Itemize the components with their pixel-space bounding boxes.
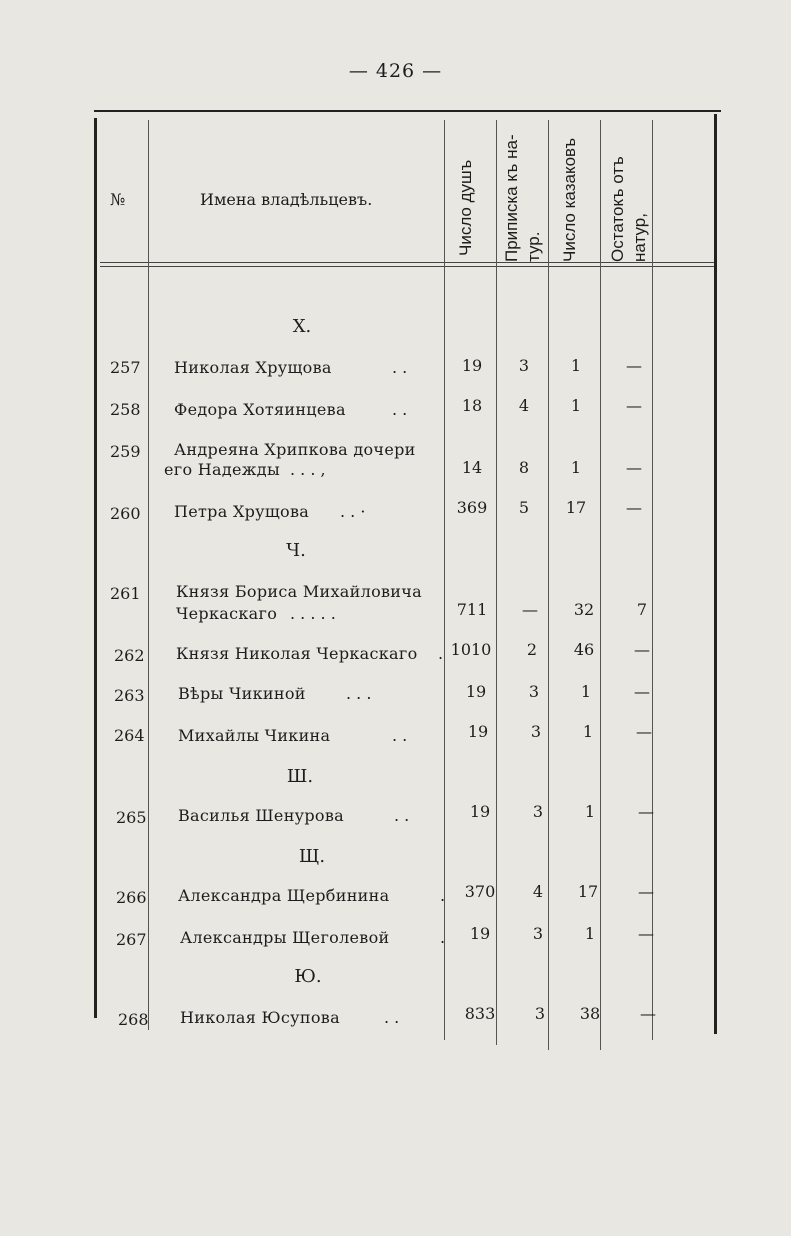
column-divider-souls [496, 120, 497, 1045]
row-number: 267 [116, 930, 147, 949]
leader-dots: . . [392, 400, 408, 419]
owner-name: Василья Шенурова [178, 806, 345, 825]
remainder-value: — [638, 802, 654, 821]
souls-value: 833 [464, 1004, 496, 1023]
remainder-value: — [638, 924, 654, 943]
souls-value: 19 [461, 356, 483, 375]
owner-name: Андреяна Хрипкова дочери [174, 440, 416, 459]
section-letter: Х. [292, 316, 312, 337]
assigned-value: 3 [534, 1004, 546, 1023]
row-number: 264 [114, 726, 145, 745]
remainder-value: — [626, 356, 642, 375]
assigned-value: 3 [528, 682, 540, 701]
leader-dots: . . [384, 1008, 400, 1027]
souls-value: 370 [464, 882, 496, 901]
row-number: 257 [110, 358, 141, 377]
assigned-value: 4 [532, 882, 544, 901]
assigned-value: — [522, 600, 538, 619]
section-letter: Щ. [298, 846, 326, 867]
cossacks-value: 1 [570, 396, 582, 415]
row-number: 259 [110, 442, 141, 461]
header-rule-double [100, 266, 714, 267]
owner-name: Александра Щербинина [178, 886, 390, 905]
leader-dots: . . [392, 726, 408, 745]
assigned-value: 8 [518, 458, 530, 477]
cossacks-value: 17 [577, 882, 599, 901]
remainder-value: — [626, 396, 642, 415]
owner-name-continued: его Надежды [164, 460, 280, 479]
souls-value: 19 [469, 924, 491, 943]
remainder-value: — [634, 682, 650, 701]
assigned-value: 5 [518, 498, 530, 517]
row-number: 258 [110, 400, 141, 419]
cossacks-value: 46 [573, 640, 595, 659]
assigned-value: 3 [532, 924, 544, 943]
remainder-value: — [626, 458, 642, 477]
cossacks-value: 1 [584, 924, 596, 943]
header-remainder-line2: натур, [630, 213, 649, 262]
remainder-value: 7 [636, 600, 648, 619]
souls-value: 14 [461, 458, 483, 477]
cossacks-value: 1 [582, 722, 594, 741]
leader-dots: . [438, 644, 444, 663]
owner-name: Вѣры Чикиной [178, 684, 306, 703]
owner-name: Федора Хотяинцева [174, 400, 346, 419]
header-assigned-line1: Приписка къ на- [502, 134, 521, 262]
row-number: 268 [118, 1010, 149, 1029]
header-rule [100, 262, 714, 263]
assigned-value: 3 [518, 356, 530, 375]
owner-name: Князя Бориса Михайловича [176, 582, 422, 601]
cossacks-value: 1 [584, 802, 596, 821]
row-number: 265 [116, 808, 147, 827]
souls-value: 369 [456, 498, 488, 517]
leader-dots: . . [394, 806, 410, 825]
cossacks-value: 32 [573, 600, 595, 619]
assigned-value: 2 [526, 640, 538, 659]
owner-name: Князя Николая Черкаскаго [176, 644, 418, 663]
assigned-value: 3 [532, 802, 544, 821]
header-souls: Число душъ [456, 159, 475, 256]
header-cossacks: Число казаковъ [560, 137, 579, 262]
row-number: 262 [114, 646, 145, 665]
section-letter: Ч. [286, 540, 306, 561]
souls-value: 18 [461, 396, 483, 415]
leader-dots: . . . . . [290, 604, 336, 623]
souls-value: 19 [467, 722, 489, 741]
section-letter: Ю. [294, 966, 322, 987]
leader-dots: . [440, 928, 446, 947]
assigned-value: 4 [518, 396, 530, 415]
row-number: 266 [116, 888, 147, 907]
page-number: — 426 — [348, 60, 443, 82]
column-divider-remainder [652, 120, 653, 1040]
table-top-rule [94, 110, 721, 112]
header-owner-names: Имена владѣльцевъ. [200, 190, 373, 209]
cossacks-value: 1 [570, 356, 582, 375]
leader-dots: . . [392, 358, 408, 377]
souls-value: 19 [465, 682, 487, 701]
remainder-value: — [640, 1004, 656, 1023]
column-divider-no [148, 120, 149, 1030]
owner-name-continued: Черкаскаго [176, 604, 278, 623]
column-divider-assigned [548, 120, 549, 1050]
table-right-border [714, 114, 717, 1034]
row-number: 260 [110, 504, 141, 523]
remainder-value: — [638, 882, 654, 901]
owner-name: Александры Щеголевой [180, 928, 390, 947]
cossacks-value: 17 [565, 498, 587, 517]
remainder-value: — [626, 498, 642, 517]
souls-value: 1010 [450, 640, 492, 659]
column-divider-cossacks [600, 120, 601, 1050]
assigned-value: 3 [530, 722, 542, 741]
owner-name: Петра Хрущова [174, 502, 310, 521]
leader-dots: . . . [346, 684, 372, 703]
header-remainder-line1: Остатокъ отъ [608, 156, 627, 262]
header-no: № [110, 190, 126, 209]
header-assigned-line2: тур. [524, 231, 543, 262]
cossacks-value: 38 [579, 1004, 601, 1023]
leader-dots: . [440, 886, 446, 905]
souls-value: 19 [469, 802, 491, 821]
owner-name: Николая Хрущова [174, 358, 332, 377]
section-letter: Ш. [286, 766, 314, 787]
table-left-border [94, 118, 97, 1018]
owner-name: Николая Юсупова [180, 1008, 340, 1027]
leader-dots: . . . , [290, 460, 326, 479]
cossacks-value: 1 [580, 682, 592, 701]
remainder-value: — [636, 722, 652, 741]
row-number: 263 [114, 686, 145, 705]
leader-dots: . . · [340, 502, 366, 521]
owner-name: Михайлы Чикина [178, 726, 331, 745]
cossacks-value: 1 [570, 458, 582, 477]
row-number: 261 [110, 584, 141, 603]
souls-value: 711 [456, 600, 488, 619]
remainder-value: — [634, 640, 650, 659]
